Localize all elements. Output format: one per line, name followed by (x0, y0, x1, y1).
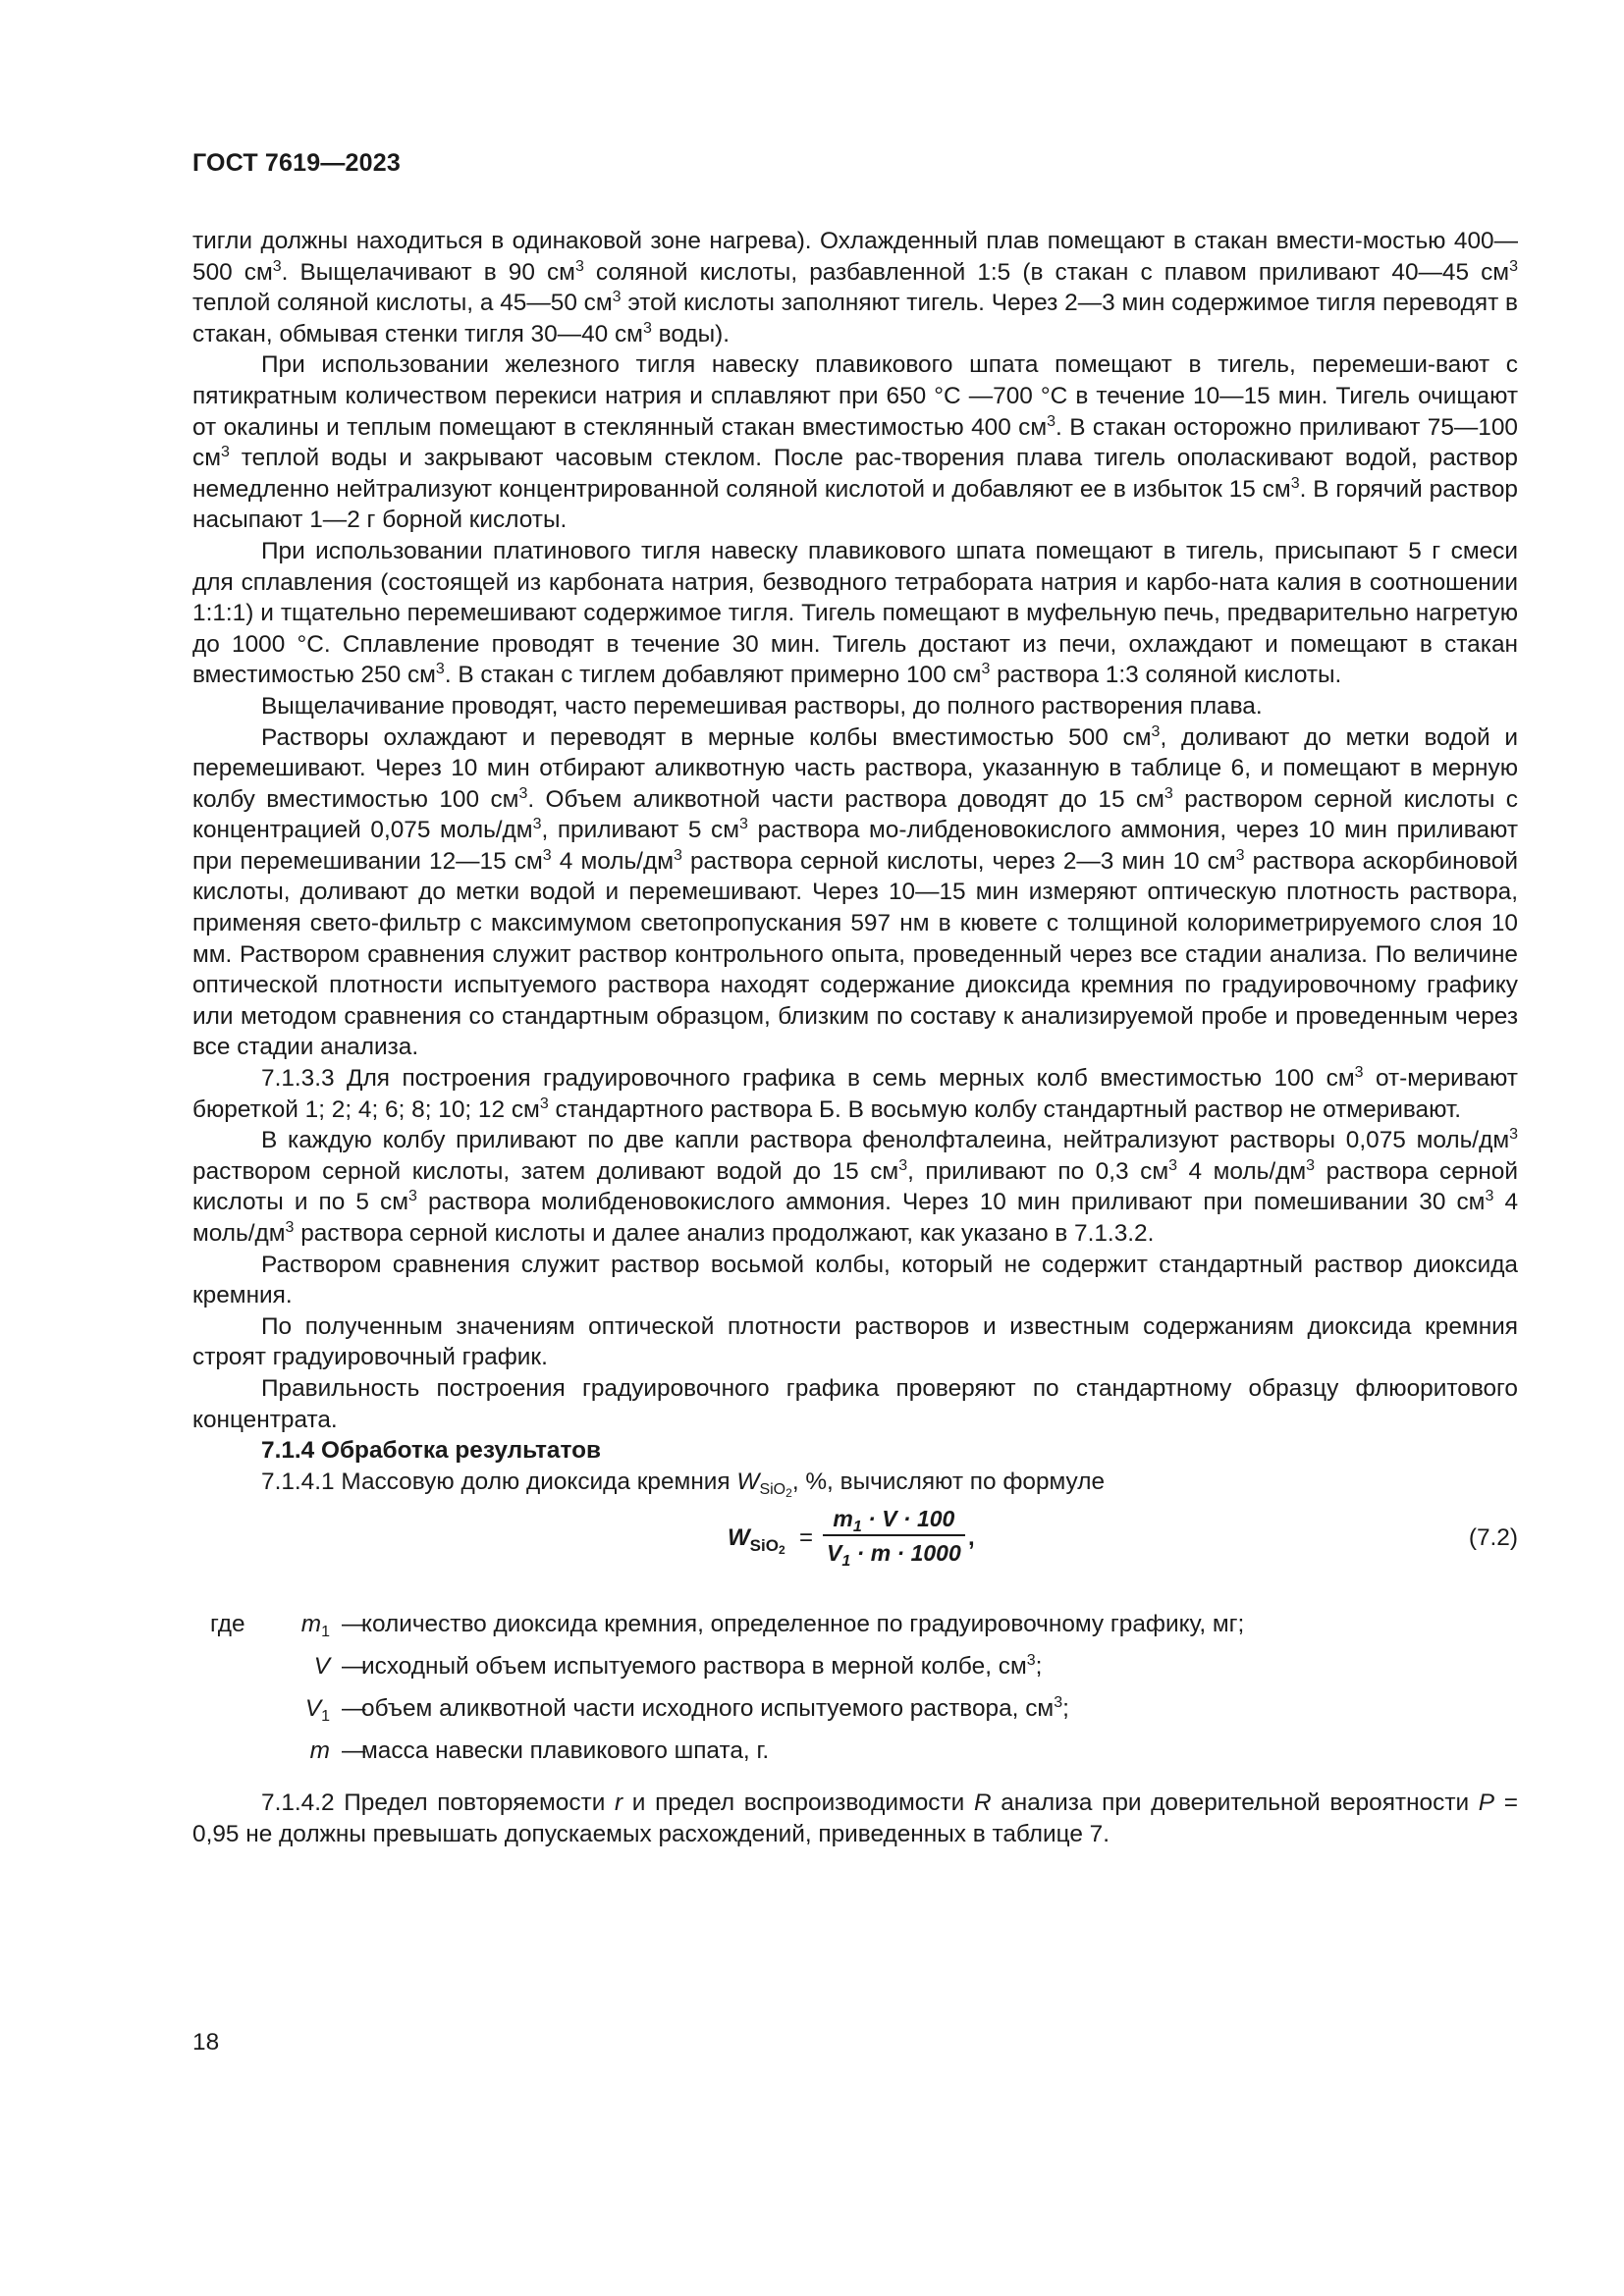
standard-header: ГОСТ 7619—2023 (192, 149, 401, 177)
paragraph-reference-solution: Раствором сравнения служит раствор восьмой колбы, который не содержит стандартный раствор диоксида кремния. (192, 1251, 1518, 1309)
formula-denominator: $V_1 \cdot m \cdot 1000$ (827, 1540, 961, 1571)
paragraph-7-1-4-2: 7.1.4.2 Предел повторяемости r и предел воспроизводимости R анализа при доверительной вероятности P = 0,95 не должны превышать допускаемых расхождений, приведенных в таблице 7. (192, 1789, 1518, 1847)
formula-lhs: $W_{SiO2}$ (728, 1524, 785, 1558)
legend-row: m — масса навески плавикового шпата, г. (309, 1737, 770, 1765)
legend-row: где $m_1$ — количество диоксида кремния, определенное по градуировочному графику, мг; (210, 1611, 1245, 1641)
paragraph-platinum-crucible: При использовании платинового тигля навеску плавикового шпата помещают в тигель, присыпают 5 г смеси для сплавления (состоящей из карбоната натрия, безводного тетрабората натрия и карбо-ната калия в соотношении 1:1:1) и тщательно перемешивают содержимое тигля. Тигель помещают в муфельную печь, предварительно нагретую до 1000 °С. Сплавление проводят в течение 30 мин. Тигель достают из печи, охлаждают и помещают в стакан вместимостью 250 $см^3$. В стакан с тиглем добавляют примерно 100 $см^3$ раствора 1:3 соляной кислоты. (192, 537, 1518, 689)
paragraph-phenolphthalein: В каждую колбу приливают по две капли раствора фенолфталеина, нейтрализуют растворы 0,075 моль/$дм^3$ раствором серной кислоты, затем доливают водой до 15 $см^3$, приливают по 0,3 $см^3$ 4 моль/$дм^3$ раствора серной кислоты и по 5 $см^3$ раствора молибденовокислого аммония. Через 10 мин приливают при помешивании 30 $см^3$ 4 моль/$дм^3$ раствора серной кислоты и далее анализ продолжают, как указано в 7.1.3.2. (192, 1126, 1519, 1247)
formula-7-2 (192, 1501, 1518, 1591)
document-body (192, 226, 1518, 1850)
paragraph-7-1-4-1: 7.1.4.1 Массовую долю диоксида кремния $W_{SiO_2}$, %, вычисляют по формуле (261, 1468, 1106, 1500)
paragraph-solutions-procedure: Растворы охлаждают и переводят в мерные колбы вместимостью 500 $см^3$, доливают до метки водой и перемешивают. Через 10 мин отбирают аликвотную часть раствора, указанную в таблице 6, и помещают в мерную колбу вместимостью 100 $см^3$. Объем аликвотной части раствора доводят до 15 $см^3$ раствором серной кислоты с концентрацией 0,075 моль/$дм^3$, приливают 5 $см^3$ раствора мо-либденовокислого аммония, через 10 мин приливают при перемешивании 12—15 $см^3$ 4 моль/$дм^3$ раствора серной кислоты, через 2—3 мин 10 $см^3$ раствора аскорбиновой кислоты, доливают до метки водой и перемешивают. Через 10—15 мин измеряют оптическую плотность раствора, применяя свето-фильтр с максимумом светопропускания 597 нм в кювете с толщиной колориметрируемого слоя 10 мм. Раствором сравнения служит раствор контрольного опыта, проведенный через все стадии анализа. По величине оптической плотности испытуемого раствора находят содержание диоксида кремния по градуировочному графику или методом сравнения со стандартным образцом, близким по составу к анализируемой пробе и проведенным через все стадии анализа. (192, 722, 1519, 1061)
formula-fraction (823, 1503, 965, 1570)
formula-numerator: $m_1 \cdot V \cdot 100$ (823, 1503, 965, 1536)
legend-row: $V_1$ — объем аликвотной части исходного испытуемого раствора, $см^3$; (304, 1694, 1069, 1726)
paragraph-calibration-graph: По полученным значениям оптической плотности растворов и известным содержаниям диоксида кремния строят градуировочный график. (192, 1312, 1518, 1371)
legend-row: V — исходный объем испытуемого раствора в мерной колбе, $см^3$; (313, 1652, 1043, 1681)
paragraph-crucible-heating: тигли должны находиться в одинаковой зоне нагрева). Охлажденный плав помещают в стакан вмести-мостью 400—500 $см^3$. Выщелачивают в 90 $см^3$ соляной кислоты, разбавленной 1:5 (в стакан с плавом приливают 40—45 $см^3$ теплой соляной кислоты, а 45—50 $см^3$ этой кислоты заполняют тигель. Через 2—3 мин содержимое тигля переводят в стакан, обмывая стенки тигля 30—40 $см^3$ воды). (192, 228, 1519, 347)
paragraph-7-1-3-3: 7.1.3.3 Для построения градуировочного графика в семь мерных колб вместимостью 100 $см^3$ от-меривают бюреткой 1; 2; 4; 6; 8; 10; 12 $см^3$ стандартного раствора Б. В восьмую колбу стандартный раствор не отмеривают. (192, 1064, 1518, 1123)
paragraph-iron-crucible: При использовании железного тигля навеску плавикового шпата помещают в тигель, перемеши-вают с пятикратным количеством перекиси натрия и сплавляют при 650 °С —700 °С в течение 10—15 мин. Тигель очищают от окалины и теплым помещают в стеклянный стакан вместимостью 400 $см^3$. В стакан осторожно приливают 75—100 $см^3$ теплой воды и закрывают часовым стеклом. После рас-творения плава тигель ополаскивают водой, раствор немедленно нейтрализуют концентрированной соляной кислотой и добавляют ее в избыток 15 $см^3$. В горячий раствор насыпают 1—2 г борной кислоты. (192, 351, 1518, 534)
formula-legend (192, 1605, 1518, 1774)
formula-number: (7.2) (1468, 1524, 1518, 1552)
paragraph-leaching: Выщелачивание проводят, часто перемешивая растворы, до полного растворения плава. (261, 692, 1263, 720)
page-number: 18 (192, 2029, 220, 2056)
section-heading-7-1-4: 7.1.4 Обработка результатов (261, 1437, 601, 1465)
formula-equals: = (799, 1524, 814, 1552)
formula-comma: , (968, 1524, 975, 1552)
paragraph-graph-check: Правильность построения градуировочного графика проверяют по стандартному образцу флюоритового концентрата. (192, 1374, 1518, 1433)
